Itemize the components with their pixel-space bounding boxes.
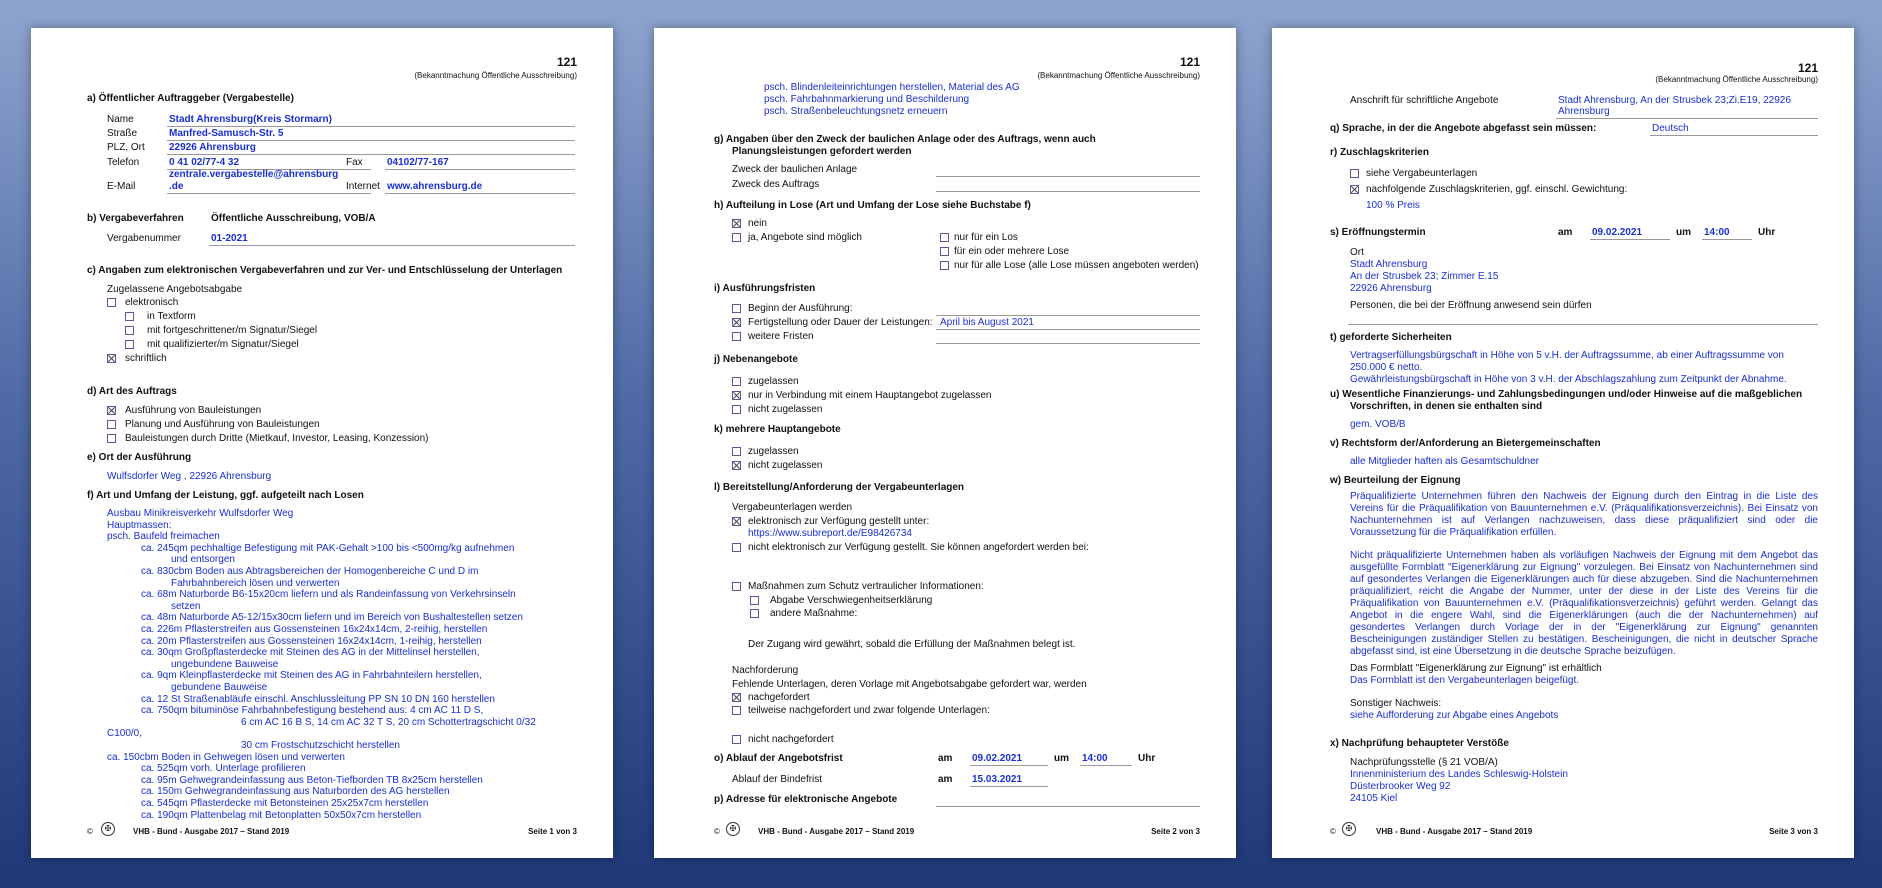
street-label: Straße	[107, 128, 138, 139]
checkbox-lose-nein[interactable]	[732, 219, 741, 228]
internet-value: www.ahrensburg.de	[387, 181, 483, 192]
checkbox-schriftlich[interactable]	[107, 354, 116, 363]
leistung-line: ca. 245qm pechhaltige Befestigung mit PAK-Gehalt >100 bis <500mg/kg aufnehmen	[141, 542, 515, 554]
checkbox-planung[interactable]	[107, 420, 116, 429]
label-lose-ja: ja, Angebote sind möglich	[748, 232, 862, 243]
ort-line1: Stadt Ahrensburg	[1350, 259, 1428, 270]
zweck-anlage-label: Zweck der baulichen Anlage	[732, 164, 858, 175]
label-qualifiziert: mit qualifizierter/m Signatur/Siegel	[147, 339, 299, 350]
leistung-line: und entsorgen	[171, 554, 235, 566]
checkbox-andere-massnahme[interactable]	[750, 609, 759, 618]
leistung-line: ungebundene Bauweise	[171, 658, 279, 670]
fax-label: Fax	[346, 157, 363, 168]
email-value-line2: .de	[169, 181, 184, 192]
o-am2-label: am	[938, 774, 953, 785]
eroeffnung-date: 09.02.2021	[1592, 227, 1643, 238]
label-neben-nicht: nicht zugelassen	[748, 404, 823, 415]
leistung-line: ca. 750qm bituminöse Fahrbahnbefestigung bestehend aus: 4 cm AC 11 D S,	[141, 705, 484, 717]
checkbox-haupt-zugelassen[interactable]	[732, 447, 741, 456]
section-u-title: u) Wesentliche Finanzierungs- und Zahlungsbedingungen und/oder Hinweise auf die maßgeblichen	[1330, 389, 1803, 400]
label-lose-nein: nein	[748, 218, 767, 229]
section-t-title: t) geforderte Sicherheiten	[1330, 332, 1452, 343]
leistung-line: 6 cm AC 16 B S, 14 cm AC 32 T S, 20 cm Schottertragschicht 0/32	[241, 716, 536, 728]
section-f-title: f) Art und Umfang der Leistung, ggf. aufgeteilt nach Losen	[87, 490, 364, 501]
sonstiger-nachweis-label: Sonstiger Nachweis:	[1350, 698, 1442, 709]
eagle-logo-icon: ✠	[1342, 822, 1356, 836]
section-s-title: s) Eröffnungstermin	[1330, 227, 1426, 238]
leistung-line: ca. 68m Naturborde B6-15x20cm liefern und als Randeinfassung von Verkehrsinseln	[141, 589, 516, 601]
f-continued-line: psch. Fahrbahnmarkierung und Beschilderung	[764, 94, 970, 105]
leistung-line: psch. Baufeld freimachen	[107, 531, 220, 543]
phone-value: 0 41 02/77-4 32	[169, 157, 240, 168]
ort-line2: An der Strusbek 23; Zimmer E.15	[1350, 271, 1499, 282]
leistung-line: ca. 9qm Kleinpflasterdecke mit Steinen des AG in Fahrbahnteilern herstellen,	[141, 670, 482, 682]
section-x-title: x) Nachprüfung behaupteter Verstöße	[1330, 738, 1509, 749]
checkbox-elektronisch-bereit[interactable]	[732, 517, 741, 526]
s-uhr-label: Uhr	[1758, 227, 1776, 238]
section-v-title: v) Rechtsform der/Anforderung an Bietergemeinschaften	[1330, 438, 1601, 449]
section-c-subtitle: Zugelassene Angebotsabgabe	[107, 284, 243, 295]
bindefrist-date: 15.03.2021	[972, 774, 1023, 785]
rechtsform-value: alle Mitglieder haften als Gesamtschuldner	[1350, 456, 1539, 467]
footer-text: VHB - Bund - Ausgabe 2017 – Stand 2019	[758, 827, 915, 836]
leistung-line: ca. 190qm Plattenbelag mit Betonplatten 50x50x7cm herstellen	[141, 809, 422, 821]
bindefrist-label: Ablauf der Bindefrist	[732, 774, 823, 785]
phone-label: Telefon	[107, 157, 140, 168]
checkbox-weitere-fristen[interactable]	[732, 332, 741, 341]
f-continued-line: psch. Straßenbeleuchtungsnetz erneuern	[764, 106, 948, 117]
section-u-title-cont: Vorschriften, in denen sie enthalten sind	[1350, 401, 1543, 412]
label-neben-zugelassen: zugelassen	[748, 376, 799, 387]
name-label: Name	[107, 114, 134, 125]
checkbox-verschwiegenheit[interactable]	[750, 596, 759, 605]
label-fortgeschritten: mit fortgeschrittener/m Signatur/Siegel	[147, 325, 318, 336]
anschrift-label: Anschrift für schriftliche Angebote	[1350, 95, 1499, 106]
o-uhr-label: Uhr	[1138, 753, 1156, 764]
footer-copyright: ©	[1330, 827, 1336, 836]
label-alle-lose: nur für alle Lose (alle Lose müssen angeboten werden)	[954, 260, 1199, 271]
nachpruefung-line3: Düsterbrooker Weg 92	[1350, 781, 1451, 792]
section-l-subtitle: Vergabeunterlagen werden	[732, 502, 853, 513]
section-r-title: r) Zuschlagskriterien	[1330, 147, 1429, 158]
nachforderung-subtitle: Fehlende Unterlagen, deren Vorlage mit Angebotsabgabe gefordert war, werden	[732, 679, 1087, 690]
page-number: 121	[556, 55, 577, 69]
o-am-label: am	[938, 753, 953, 764]
label-ein-los: nur für ein Los	[954, 232, 1018, 243]
label-siehe-vergabeunterlagen: siehe Vergabeunterlagen	[1366, 168, 1478, 179]
eroeffnung-time: 14:00	[1704, 227, 1730, 238]
anschrift-value-line2: Ahrensburg	[1558, 106, 1610, 117]
plz-label: PLZ, Ort	[107, 142, 145, 153]
leistung-line: ca. 150m Gehwegrandeinfassung aus Naturborden des AG herstellen	[141, 786, 450, 798]
label-nicht-nachgefordert: nicht nachgefordert	[748, 734, 834, 745]
zweck-auftrag-label: Zweck des Auftrags	[732, 179, 820, 190]
plz-value: 22926 Ahrensburg	[169, 142, 256, 153]
nachpruefung-line2: Innenministerium des Landes Schleswig-Holstein	[1350, 769, 1568, 780]
label-planung: Planung und Ausführung von Bauleistungen	[125, 419, 320, 430]
leistung-line: ca. 12 St Straßenabläufe einschl. Anschlussleitung PP SN 10 DN 160 herstellen	[141, 693, 495, 705]
email-value-line1: zentrale.vergabestelle@ahrensburg	[169, 169, 339, 180]
ort-label: Ort	[1350, 247, 1364, 258]
nachpruefung-line4: 24105 Kiel	[1350, 793, 1398, 804]
email-label: E-Mail	[107, 181, 136, 192]
section-b-value: Öffentliche Ausschreibung, VOB/A	[211, 213, 376, 224]
eignung-paragraph-1: Präqualifizierte Unternehmen führen den Nachweis der Eignung durch den Eintrag in die Liste des Vereins für die Präqualifikation von Bauunternehmen e.V. (Präqualifikationsverzeichnis). Bei Einsatz von Nachunternehmen ist auf Verlangen nachzuweisen, dass diese präqualifiziert sind oder die Voraussetzung für die Präqualifikation erfüllen.	[1350, 491, 1818, 538]
footer-page: Seite 2 von 3	[1151, 827, 1200, 836]
name-value: Stadt Ahrensburg(Kreis Stormarn)	[169, 114, 332, 125]
checkbox-schutz-massnahmen[interactable]	[732, 582, 741, 591]
checkbox-alle-lose[interactable]	[940, 261, 949, 270]
checkbox-teilweise[interactable]	[732, 706, 741, 715]
section-g-title-cont: Planungsleistungen gefordert werden	[732, 146, 912, 157]
eignung-paragraph-2: Nicht präqualifizierte Unternehmen haben als vorläufigen Nachweis der Eignung mit dem Angebot das ausgefüllte Formblatt "Eigenerklärung zur Eignung" vorzulegen. Bei Einsatz von Nachunternehmen sind auf gesondertes Verlangen die Eigenerklärungen auch für diese abzugeben. Sind die Nachunternehmen präqualifiziert, reicht die Angabe der Nummer, unter der diese in der Liste des Vereins für die Präqualifikation von Bauunternehmen e.V. (Präqualifikationsverzeichnis) geführt werden. Gelangt das Angebot in die engere Wahl, sind die Eigenerklärungen (auch die der Nachunternehmen) auf gesondertes Verlangen durch Vorlage der in der "Eigenerklärung zur Eignung" genannten Bescheinigungen zuständiger Stellen zu bestätigen. Bescheinigungen, die nicht in deutscher Sprache abgefasst sind, ist eine Übersetzung in die deutsche Sprache beizufügen.	[1350, 550, 1818, 657]
fax-value: 04102/77-167	[387, 157, 449, 168]
label-andere-massnahme: andere Maßnahme:	[770, 608, 858, 619]
checkbox-mehrere-lose[interactable]	[940, 247, 949, 256]
leistung-line: Fahrbahnbereich lösen und verwerten	[171, 577, 340, 589]
section-w-title: w) Beurteilung der Eignung	[1330, 475, 1461, 486]
s-um-label: um	[1676, 227, 1691, 238]
label-schriftlich: schriftlich	[125, 353, 167, 364]
page-subtitle: (Bekanntmachung Öffentliche Ausschreibung)	[1655, 75, 1818, 84]
checkbox-neben-zugelassen[interactable]	[732, 377, 741, 386]
page-number: 121	[1179, 55, 1200, 69]
checkbox-zuschlagskriterien[interactable]	[1350, 185, 1359, 194]
section-b-title: b) Vergabeverfahren	[87, 213, 184, 224]
section-p-title: p) Adresse für elektronische Angebote	[714, 794, 898, 805]
label-verschwiegenheit: Abgabe Verschwiegenheitserklärung	[770, 595, 933, 606]
section-j-title: j) Nebenangebote	[714, 354, 798, 365]
footer-page: Seite 3 von 3	[1769, 827, 1818, 836]
checkbox-neben-nicht[interactable]	[732, 405, 741, 414]
label-elektronisch-bereit: elektronisch zur Verfügung gestellt unter:	[748, 516, 930, 527]
formblatt-line1: Das Formblatt "Eigenerklärung zur Eignung" ist erhältlich	[1350, 663, 1602, 674]
section-c-title: c) Angaben zum elektronischen Vergabeverfahren und zur Ver- und Entschlüsselung der Unterlagen	[87, 265, 563, 276]
document-page-3	[1272, 28, 1854, 858]
leistung-line: setzen	[171, 600, 201, 612]
label-fertigstellung: Fertigstellung oder Dauer der Leistungen:	[748, 317, 933, 328]
section-o-title: o) Ablauf der Angebotsfrist	[714, 753, 843, 764]
footer-text: VHB - Bund - Ausgabe 2017 – Stand 2019	[1376, 827, 1533, 836]
footer-copyright: ©	[87, 827, 93, 836]
personen-text: Personen, die bei der Eröffnung anwesend sein dürfen	[1350, 300, 1592, 311]
anschrift-value-line1: Stadt Ahrensburg, An der Strusbek 23;Zi.E19, 22926	[1558, 95, 1791, 106]
checkbox-haupt-nicht[interactable]	[732, 461, 741, 470]
checkbox-dritte[interactable]	[107, 434, 116, 443]
zuschlag-value: 100 % Preis	[1366, 200, 1420, 211]
eagle-logo-icon: ✠	[726, 822, 740, 836]
label-ausfuehrung: Ausführung von Bauleistungen	[125, 405, 262, 416]
nachforderung-title: Nachforderung	[732, 665, 799, 676]
angebotsfrist-date: 09.02.2021	[972, 753, 1023, 764]
checkbox-ein-los[interactable]	[940, 233, 949, 242]
label-dritte: Bauleistungen durch Dritte (Mietkauf, Investor, Leasing, Konzession)	[125, 433, 429, 444]
section-e-value: Wulfsdorfer Weg , 22926 Ahrensburg	[107, 471, 272, 482]
checkbox-lose-ja[interactable]	[732, 233, 741, 242]
nachpruefung-line1: Nachprüfungsstelle (§ 21 VOB/A)	[1350, 757, 1498, 768]
checkbox-nachgefordert[interactable]	[732, 693, 741, 702]
fertigstellung-value: April bis August 2021	[940, 317, 1034, 328]
angebotsfrist-time: 14:00	[1082, 753, 1108, 764]
label-haupt-nicht: nicht zugelassen	[748, 460, 823, 471]
page-number: 121	[1797, 61, 1818, 75]
section-k-title: k) mehrere Hauptangebote	[714, 424, 841, 435]
checkbox-elektronisch[interactable]	[107, 298, 116, 307]
leistung-line: ca. 48m Naturborde A5-12/15x30cm liefern und im Bereich von Bushaltestellen setzen	[141, 612, 523, 624]
document-page-1	[31, 28, 613, 858]
label-nachgefordert: nachgefordert	[748, 692, 810, 703]
page-subtitle: (Bekanntmachung Öffentliche Ausschreibung)	[1037, 71, 1200, 80]
section-l-title: l) Bereitstellung/Anforderung der Vergabeunterlagen	[714, 482, 965, 493]
footer-text: VHB - Bund - Ausgabe 2017 – Stand 2019	[133, 827, 290, 836]
label-schutz-massnahmen: Maßnahmen zum Schutz vertraulicher Informationen:	[748, 581, 984, 592]
sonstiger-nachweis-value: siehe Aufforderung zur Abgabe eines Angebots	[1350, 710, 1559, 721]
leistung-line: Hauptmassen:	[107, 519, 172, 531]
label-zuschlagskriterien: nachfolgende Zuschlagskriterien, ggf. einschl. Gewichtung:	[1366, 184, 1628, 195]
section-q-title: q) Sprache, in der die Angebote abgefasst sein müssen:	[1330, 123, 1597, 134]
checkbox-beginn[interactable]	[732, 304, 741, 313]
leistung-line: ca. 830cbm Boden aus Abtragsbereichen der Homogenbereiche C und D im	[141, 566, 479, 577]
label-neben-hauptangebot: nur in Verbindung mit einem Hauptangebot zugelassen	[748, 390, 992, 401]
checkbox-siehe-vergabeunterlagen[interactable]	[1350, 169, 1359, 178]
leistung-line: ca. 226m Pflasterstreifen aus Gossensteinen 16x24x14cm, 2-reihig, herstellen	[141, 624, 488, 635]
finanzierung-value: gem. VOB/B	[1350, 419, 1406, 430]
o-um-label: um	[1054, 753, 1069, 764]
section-g-title: g) Angaben über den Zweck der baulichen Anlage oder des Auftrags, wenn auch	[714, 134, 1096, 145]
vergabenummer-label: Vergabenummer	[107, 233, 181, 244]
leistung-line: ca. 545qm Pflasterdecke mit Betonsteinen 25x25x7cm herstellen	[141, 798, 429, 809]
f-continued-line: psch. Blindenleiteinrichtungen herstellen, Material des AG	[764, 82, 1020, 93]
page-subtitle: (Bekanntmachung Öffentliche Ausschreibung)	[414, 71, 577, 80]
section-h-title: h) Aufteilung in Lose (Art und Umfang der Lose siehe Buchstabe f)	[714, 200, 1031, 211]
checkbox-neben-hauptangebot[interactable]	[732, 391, 741, 400]
checkbox-nicht-nachgefordert[interactable]	[732, 735, 741, 744]
section-d-title: d) Art des Auftrags	[87, 386, 177, 397]
leistung-line: ca. 150cbm Boden in Gehwegen lösen und verwerten	[107, 751, 345, 763]
label-textform: in Textform	[147, 311, 196, 322]
vergabeunterlagen-link[interactable]: https://www.subreport.de/E98426734	[748, 528, 912, 539]
leistung-line: ca. 95m Gehwegrandeinfassung aus Beton-Tiefborden TB 8x25cm herstellen	[141, 774, 483, 786]
leistung-line: ca. 30qm Großpflasterdecke mit Steinen des AG in der Mittelinsel herstellen,	[141, 647, 480, 659]
sicherheiten-line1: Vertragserfüllungsbürgschaft in Höhe von 5 v.H. der Auftragssumme, ab einer Auftragssumme von	[1350, 350, 1784, 361]
document-page-2	[654, 28, 1236, 858]
leistung-line: ca. 20m Pflasterstreifen aus Gossensteinen 16x24x14cm, 1-reihig, herstellen	[141, 635, 482, 647]
leistung-line: gebundene Bauweise	[171, 682, 268, 693]
checkbox-fertigstellung[interactable]	[732, 318, 741, 327]
sicherheiten-line2: 250.000 € netto.	[1350, 362, 1423, 373]
label-teilweise: teilweise nachgefordert und zwar folgende Unterlagen:	[748, 705, 990, 716]
s-am-label: am	[1558, 227, 1573, 238]
label-nicht-elektronisch: nicht elektronisch zur Verfügung gestellt. Sie können angefordert werden bei:	[748, 542, 1089, 553]
leistung-line: 30 cm Frostschutzschicht herstellen	[241, 740, 400, 751]
checkbox-nicht-elektronisch[interactable]	[732, 543, 741, 552]
label-haupt-zugelassen: zugelassen	[748, 446, 799, 457]
label-weitere-fristen: weitere Fristen	[748, 331, 814, 342]
footer-copyright: ©	[714, 827, 720, 836]
footer-page: Seite 1 von 3	[528, 827, 577, 836]
vergabenummer-value: 01-2021	[211, 233, 248, 244]
section-a-title: a) Öffentlicher Auftraggeber (Vergabestelle)	[87, 93, 294, 104]
checkbox-fortgeschritten[interactable]	[125, 326, 134, 335]
label-beginn: Beginn der Ausführung:	[748, 303, 853, 314]
checkbox-qualifiziert[interactable]	[125, 340, 134, 349]
zugang-text: Der Zugang wird gewährt, sobald die Erfüllung der Maßnahmen belegt ist.	[748, 639, 1076, 650]
sicherheiten-line3: Gewährleistungsbürgschaft in Höhe von 3 v.H. der Abschlagszahlung zum Zeitpunkt der Abnahme.	[1350, 374, 1787, 385]
checkbox-textform[interactable]	[125, 312, 134, 321]
section-i-title: i) Ausführungsfristen	[714, 283, 816, 294]
ort-line3: 22926 Ahrensburg	[1350, 283, 1432, 294]
internet-label: Internet	[346, 181, 380, 192]
sprache-value: Deutsch	[1652, 123, 1689, 134]
street-value: Manfred-Samusch-Str. 5	[169, 128, 284, 139]
leistung-line: ca. 525qm vorh. Unterlage profilieren	[141, 763, 306, 775]
leistung-line: Ausbau Minikreisverkehr Wulfsdorfer Weg	[107, 508, 294, 519]
label-mehrere-lose: für ein oder mehrere Lose	[954, 246, 1070, 257]
eagle-logo-icon: ✠	[101, 822, 115, 836]
leistung-line: C100/0,	[107, 728, 143, 740]
checkbox-ausfuehrung[interactable]	[107, 406, 116, 415]
section-e-title: e) Ort der Ausführung	[87, 452, 192, 463]
formblatt-line2: Das Formblatt ist den Vergabeunterlagen beigefügt.	[1350, 675, 1580, 686]
label-elektronisch: elektronisch	[125, 297, 179, 308]
